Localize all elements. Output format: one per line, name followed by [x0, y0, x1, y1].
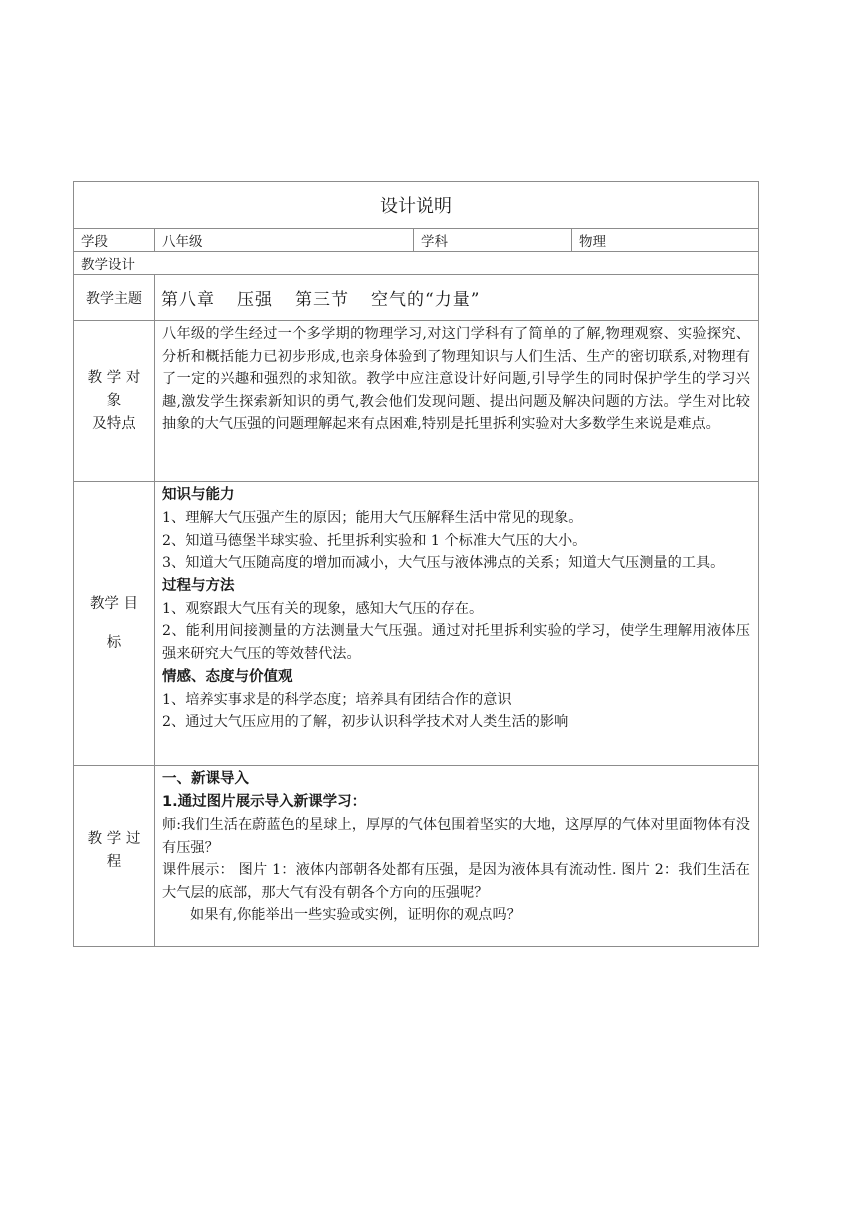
process-label-line1: 教 学 过	[87, 831, 141, 847]
goals-label-line1: 教学 目	[89, 595, 139, 612]
students-row	[74, 321, 759, 482]
process-heading: 过程与方法	[162, 577, 235, 594]
design-table	[73, 181, 759, 947]
students-text: 八年级的学生经过一个多学期的物理学习,对这门学科有了简单的了解,物理观察、实验探究、分析和概括能力已初步形成,也亲身体验到了物理知识与人们生活、生产的密切联系,对物理有了一定的兴趣和强烈的求知欲。教学中应注意设计好问题,引导学生的同时保护学生的学习兴趣,激发学生探索新知识的勇气,教会他们发现问题、提出问题及解决问题的方法。学生对比较抽象的大气压强的问题理解起来有点困难,特别是托里拆利实验对大多数学生来说是难点。	[155, 321, 759, 482]
knowledge-item-2: 2、知道马德堡半球实验、托里拆利实验和 1 个标准大气压的大小。	[162, 532, 587, 549]
theme-chapter-title: 压强	[237, 290, 273, 310]
intro-subheading: 1.通过图片展示导入新课学习：	[162, 794, 367, 810]
intro-heading: 一、新课导入	[162, 771, 249, 787]
design-row	[74, 252, 759, 275]
info-row	[74, 229, 759, 252]
subject-value: 物理	[572, 229, 759, 252]
knowledge-item-3: 3、知道大气压随高度的增加而减小，大气压与液体沸点的关系；知道大气压测量的工具。	[162, 555, 725, 572]
knowledge-heading: 知识与能力	[162, 487, 235, 503]
slides-text: 课件展示： 图片 1：液体内部朝各处都有压强，是因为液体具有流动性. 图片 2：我们生活在大气层的底部，那大气有没有朝各个方向的压强呢？	[162, 862, 750, 901]
subject-label: 学科	[414, 229, 572, 252]
process-label-line2: 程	[106, 854, 122, 870]
design-label: 教学设计	[74, 252, 759, 275]
emotion-item-1: 1、培养实事求是的科学态度；培养具有团结合作的意识	[162, 691, 512, 708]
stage-value: 八年级	[155, 229, 414, 252]
goals-label-line2: 标	[106, 634, 122, 651]
theme-row	[74, 275, 759, 321]
theme-chapter: 第八章	[161, 290, 215, 310]
goals-content	[155, 482, 759, 766]
knowledge-item-1: 1、理解大气压强产生的原因；能用大气压解释生活中常见的现象。	[162, 510, 583, 526]
process-label	[74, 766, 155, 947]
process-row	[74, 766, 759, 947]
theme-section: 第三节	[295, 290, 349, 310]
emotion-heading: 情感、态度与价值观	[162, 668, 293, 685]
process-content	[155, 766, 759, 947]
theme-text	[155, 275, 759, 321]
theme-label: 教学主题	[74, 275, 155, 321]
students-label-line3: 及特点	[92, 415, 136, 432]
table-title: 设计说明	[74, 182, 759, 229]
question-text: 如果有,你能举出一些实验或实例，证明你的观点吗？	[190, 907, 521, 924]
teacher-text: 师:我们生活在蔚蓝色的星球上，厚厚的气体包围着坚实的大地，这厚厚的气体对里面物体有没有压强？	[162, 817, 750, 856]
theme-section-title: 空气的“力量”	[371, 290, 481, 310]
students-label-line2: 象	[106, 392, 122, 409]
title-row	[74, 182, 759, 229]
students-label-line1: 教 学 对	[87, 369, 141, 386]
process-item-1: 1、观察跟大气压有关的现象，感知大气压的存在。	[162, 600, 484, 617]
students-label	[74, 321, 155, 482]
goals-label	[74, 482, 155, 766]
process-item-2: 2、能利用间接测量的方法测量大气压强。通过对托里拆利实验的学习，使学生理解用液体压强来研究大气压的等效替代法。	[162, 623, 750, 662]
goals-row	[74, 482, 759, 766]
emotion-item-2: 2、通过大气压应用的了解，初步认识科学技术对人类生活的影响	[162, 714, 569, 731]
stage-label: 学段	[74, 229, 155, 252]
